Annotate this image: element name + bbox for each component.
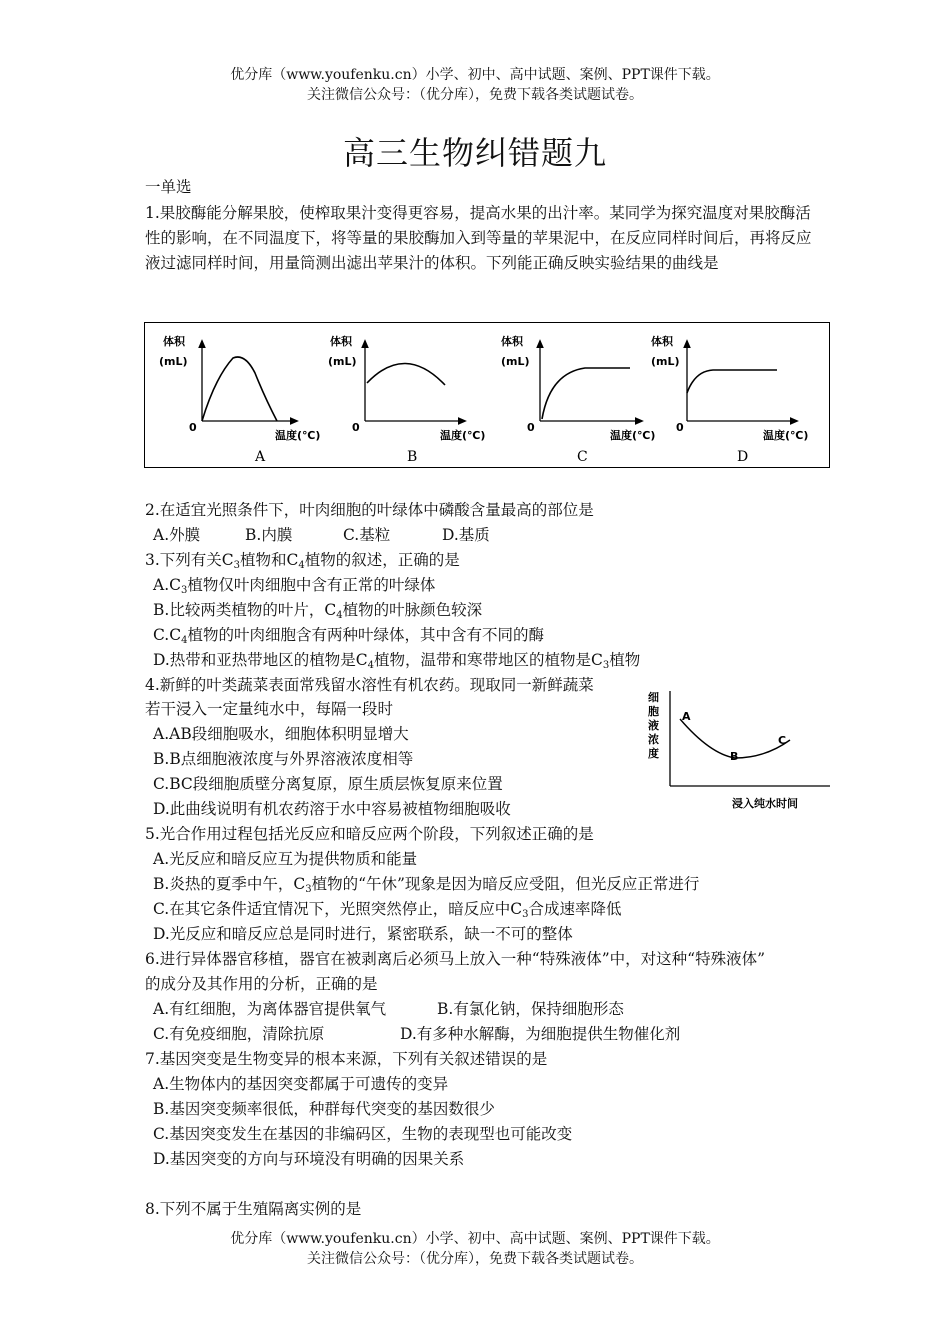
graph-a-origin: 0 xyxy=(189,421,197,434)
q4-point-a: A xyxy=(682,710,691,723)
q3-opt-sub: 3 xyxy=(180,585,188,596)
question-7-stem: 7.基因突变是生物变异的根本来源，下列有关叙述错误的是 xyxy=(145,1050,548,1068)
q3-stem-sub: 3 xyxy=(233,560,241,571)
question-6-stem-2: 的成分及其作用的分析，正确的是 xyxy=(145,975,378,993)
question-5-option-d: D.光反应和暗反应总是同时进行，紧密联系，缺一不可的整体 xyxy=(153,925,573,943)
q4-ylabel-char: 细 xyxy=(648,691,659,704)
q4-ylabel-char: 胞 xyxy=(648,705,659,718)
q5-opt-part: C.在其它条件适宜情况下，光照突然停止，暗反应中C xyxy=(153,900,523,918)
question-2-option-d: D.基质 xyxy=(442,526,490,544)
graph-d-ylabel: 体积 xyxy=(651,335,673,348)
q4-point-b: B xyxy=(730,750,739,763)
question-4-option-a: A.AB段细胞吸水，细胞体积明显增大 xyxy=(153,725,409,743)
section-heading: 一单选 xyxy=(145,178,192,196)
q3-opt-part: D.热带和亚热带地区的植物是C xyxy=(153,651,368,669)
question-8-stem: 8.下列不属于生殖隔离实例的是 xyxy=(145,1200,362,1218)
question-2-option-c: C.基粒 xyxy=(343,526,391,544)
graph-c-xlabel: 温度(℃) xyxy=(610,429,656,442)
q3-stem-part: 3.下列有关C xyxy=(145,551,234,569)
question-2-option-b: B.内膜 xyxy=(245,526,293,544)
question-6-option-c: C.有免疫细胞，清除抗原 xyxy=(153,1025,325,1043)
question-6-stem-1: 6.进行异体器官移植，器官在被剥离后必须马上放入一种“特殊液体”中，对这种“特殊液体” xyxy=(145,950,765,968)
question-2-stem: 2.在适宜光照条件下，叶肉细胞的叶绿体中磷酸含量最高的部位是 xyxy=(145,501,594,519)
question-1-graphs xyxy=(144,322,830,468)
q4-ylabel-char: 液 xyxy=(648,719,659,732)
graph-c xyxy=(501,334,655,465)
question-2-option-a: A.外膜 xyxy=(153,526,201,544)
question-6-option-a: A.有红细胞，为离体器官提供氧气 xyxy=(153,1000,387,1018)
question-6-option-b: B.有氯化钠，保持细胞形态 xyxy=(437,1000,624,1018)
graph-d-curve xyxy=(687,370,777,393)
graphs-svg xyxy=(145,323,831,469)
q3-opt-sub: 3 xyxy=(602,660,610,671)
header-line-2: 关注微信公众号：（优分库），免费下载各类试题试卷。 xyxy=(307,87,643,103)
question-3-option-c xyxy=(153,625,544,645)
graph-c-curve xyxy=(542,368,630,419)
q3-opt-sub: 4 xyxy=(181,635,188,646)
question-3-option-a xyxy=(153,575,435,595)
footer-line-1: 优分库（www.youfenku.cn）小学、初中、高中试题、案例、PPT课件下载。 xyxy=(230,1231,720,1247)
graph-c-yunit: (mL) xyxy=(501,355,530,368)
graph-b-yunit: (mL) xyxy=(328,355,357,368)
graph-b xyxy=(328,334,485,465)
graph-b-letter: B xyxy=(407,449,418,465)
graph-a xyxy=(159,334,320,465)
header-line-1: 优分库（www.youfenku.cn）小学、初中、高中试题、案例、PPT课件下载。 xyxy=(230,67,720,83)
question-4-stem-1: 4.新鲜的叶类蔬菜表面常残留水溶性有机农药。现取同一新鲜蔬菜 xyxy=(145,676,594,694)
graph-b-origin: 0 xyxy=(352,421,360,434)
q5-opt-sub: 3 xyxy=(305,884,312,895)
graph-a-xlabel: 温度(℃) xyxy=(275,429,321,442)
graph-a-yunit: (mL) xyxy=(159,355,188,368)
graph-a-curve xyxy=(202,357,277,421)
q4-xlabel: 浸入纯水时间 xyxy=(732,797,798,810)
graph-b-ylabel: 体积 xyxy=(330,335,352,348)
q5-opt-part: 合成速率降低 xyxy=(528,900,622,918)
question-7-option-c: C.基因突变发生在基因的非编码区，生物的表现型也可能改变 xyxy=(153,1125,573,1143)
q3-stem-part: 植物和C xyxy=(240,551,299,569)
graph-c-letter: C xyxy=(577,449,588,465)
question-1-stem: 1.果胶酶能分解果胶，使榨取果汁变得更容易，提高水果的出汁率。某同学为探究温度对果胶酶活性的影响，在不同温度下，将等量的果胶酶加入到等量的苹果泥中，在反应同样时间后，再将反应液过滤同样时间，用量筒测出滤出苹果汁的体积。下列能正确反映实验结果的曲线是 xyxy=(145,204,812,272)
question-6-option-d: D.有多种水解酶，为细胞提供生物催化剂 xyxy=(400,1025,681,1043)
q4-ylabel-char: 浓 xyxy=(648,733,659,746)
question-4-option-b: B.B点细胞液浓度与外界溶液浓度相等 xyxy=(153,750,414,768)
q3-opt-part: 植物仅叶肉细胞中含有正常的叶绿体 xyxy=(187,576,436,594)
graph-d xyxy=(651,334,808,465)
q5-opt-sub: 3 xyxy=(522,909,529,920)
question-7-option-b: B.基因突变频率很低，种群每代突变的基因数很少 xyxy=(153,1100,495,1118)
footer-line-2: 关注微信公众号：（优分库），免费下载各类试题试卷。 xyxy=(307,1251,643,1267)
q3-opt-sub: 4 xyxy=(336,610,343,621)
question-5-option-a: A.光反应和暗反应互为提供物质和能量 xyxy=(153,850,418,868)
graph-d-origin: 0 xyxy=(676,421,684,434)
question-4-stem-2: 若干浸入一定量纯水中，每隔一段时 xyxy=(145,700,394,718)
q5-opt-part: 植物的“午休”现象是因为暗反应受阻，但光反应正常进行 xyxy=(311,875,700,893)
graph-d-xlabel: 温度(℃) xyxy=(763,429,809,442)
q3-opt-part: A.C xyxy=(153,576,181,594)
q3-stem-sub: 4 xyxy=(298,560,305,571)
q3-opt-part: C.C xyxy=(153,626,182,644)
q3-opt-sub: 4 xyxy=(367,660,375,671)
question-3-option-d xyxy=(153,650,640,670)
page-title: 高三生物纠错题九 xyxy=(342,134,607,172)
q3-stem-part: 植物的叙述，正确的是 xyxy=(304,551,460,569)
question-5-stem: 5.光合作用过程包括光反应和暗反应两个阶段，下列叙述正确的是 xyxy=(145,825,594,843)
graph-c-origin: 0 xyxy=(527,421,535,434)
question-4-option-c: C.BC段细胞质壁分离复原，原生质层恢复原来位置 xyxy=(153,775,503,793)
question-3-option-b xyxy=(153,600,482,620)
q4-point-c: C xyxy=(778,734,787,747)
question-5-option-b xyxy=(153,874,699,894)
q4-ylabel-char: 度 xyxy=(648,747,659,760)
graph-b-xlabel: 温度(℃) xyxy=(440,429,486,442)
q3-opt-part: 植物的叶肉细胞含有两种叶绿体，其中含有不同的酶 xyxy=(187,626,544,644)
question-4-figure xyxy=(640,686,840,820)
graph-d-letter: D xyxy=(737,449,749,465)
graph-a-ylabel: 体积 xyxy=(163,335,185,348)
q4-figure-svg xyxy=(640,686,840,816)
q3-opt-part: B.比较两类植物的叶片，C xyxy=(153,601,337,619)
question-5-option-c xyxy=(153,899,622,919)
q3-opt-part: 植物 xyxy=(609,651,641,669)
graph-d-yunit: (mL) xyxy=(651,355,680,368)
graph-a-letter: A xyxy=(255,449,266,465)
graph-b-curve xyxy=(367,363,445,385)
question-4-option-d: D.此曲线说明有机农药溶于水中容易被植物细胞吸收 xyxy=(153,800,511,818)
question-7-option-a: A.生物体内的基因突变都属于可遗传的变异 xyxy=(153,1075,449,1093)
question-3-stem xyxy=(145,550,460,570)
question-7-option-d: D.基因突变的方向与环境没有明确的因果关系 xyxy=(153,1150,465,1168)
q3-opt-part: 植物，温带和寒带地区的植物是C xyxy=(374,651,603,669)
q5-opt-part: B.炎热的夏季中午，C xyxy=(153,875,306,893)
graph-c-ylabel: 体积 xyxy=(501,335,523,348)
q3-opt-part: 植物的叶脉颜色较深 xyxy=(342,601,483,619)
